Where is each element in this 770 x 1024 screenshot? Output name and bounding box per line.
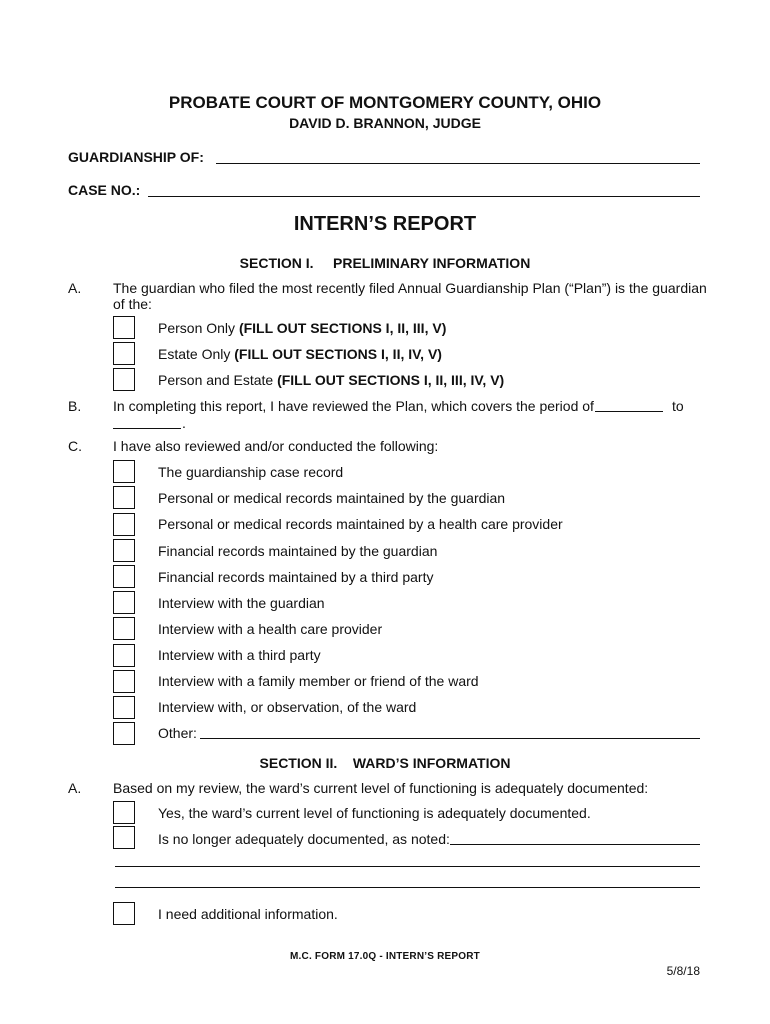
option-provider-medical-records: Personal or medical records maintained by a health care provider — [158, 516, 563, 532]
option-interview-family: Interview with a family member or friend of the ward — [158, 673, 479, 689]
option-case-record: The guardianship case record — [158, 464, 344, 480]
checkbox-case-record[interactable] — [113, 460, 135, 483]
period-start-field[interactable] — [595, 411, 663, 412]
option-need-information: I need additional information. — [158, 906, 338, 922]
judge-name: DAVID D. BRANNON, JUDGE — [289, 115, 481, 131]
guardianship-field[interactable] — [216, 163, 700, 164]
option-interview-ward: Interview with, or observation, of the ward — [158, 699, 417, 715]
checkbox-interview-family[interactable] — [113, 670, 135, 693]
checkbox-adequately-documented[interactable] — [113, 801, 135, 824]
option-interview-provider: Interview with a health care provider — [158, 621, 383, 637]
checkbox-interview-provider[interactable] — [113, 617, 135, 640]
item-b-text: In completing this report, I have reviewed the Plan, which covers the period of — [113, 398, 594, 414]
case-number-label: CASE NO.: — [68, 182, 141, 198]
option-other: Other: — [158, 725, 197, 741]
checkbox-guardian-financial-records[interactable] — [113, 539, 135, 562]
section-2-item-a-letter: A. — [68, 780, 82, 796]
checkbox-other[interactable] — [113, 722, 135, 745]
checkbox-need-information[interactable] — [113, 902, 135, 925]
checkbox-not-adequately-documented[interactable] — [113, 826, 135, 849]
case-number-field[interactable] — [148, 196, 700, 197]
checkbox-person-and-estate[interactable] — [113, 368, 135, 391]
checkbox-estate-only[interactable] — [113, 342, 135, 365]
option-not-adequately-documented: Is no longer adequately documented, as noted: — [158, 831, 450, 847]
documentation-note-line-3[interactable] — [115, 887, 700, 888]
guardianship-label: GUARDIANSHIP OF: — [68, 149, 204, 165]
item-b-letter: B. — [68, 398, 82, 414]
item-c-letter: C. — [68, 438, 82, 454]
option-adequately-documented: Yes, the ward’s current level of functioning is adequately documented. — [158, 805, 591, 821]
item-a-text-line2: of the: — [113, 296, 152, 312]
checkbox-third-party-financial-records[interactable] — [113, 565, 135, 588]
option-estate-only: Estate Only (FILL OUT SECTIONS I, II, IV, V) — [158, 346, 442, 362]
other-field[interactable] — [200, 738, 700, 739]
section-2-item-a-text: Based on my review, the ward’s current level of functioning is adequately documented: — [113, 780, 649, 796]
checkbox-guardian-medical-records[interactable] — [113, 486, 135, 509]
form-footer: M.C. FORM 17.0Q - INTERN’S REPORT — [290, 951, 480, 962]
report-title: INTERN’S REPORT — [293, 213, 477, 235]
section-1-heading: SECTION I. PRELIMINARY INFORMATION — [239, 255, 531, 271]
checkbox-provider-medical-records[interactable] — [113, 513, 135, 536]
item-c-text: I have also reviewed and/or conducted the following: — [113, 438, 439, 454]
option-guardian-medical-records: Personal or medical records maintained by the guardian — [158, 490, 506, 506]
checkbox-interview-third-party[interactable] — [113, 644, 135, 667]
section-2-heading: SECTION II. WARD’S INFORMATION — [259, 755, 511, 771]
item-a-letter: A. — [68, 280, 82, 296]
item-b-period: . — [182, 415, 186, 431]
checkbox-interview-ward[interactable] — [113, 696, 135, 719]
court-name: PROBATE COURT OF MONTGOMERY COUNTY, OHIO — [168, 93, 602, 112]
item-a-text-line1: The guardian who filed the most recently filed Annual Guardianship Plan (“Plan”) is the guardian — [113, 280, 707, 296]
form-date: 5/8/18 — [666, 964, 700, 978]
option-interview-guardian: Interview with the guardian — [158, 595, 325, 611]
option-person-only: Person Only (FILL OUT SECTIONS I, II, III, V) — [158, 320, 447, 336]
documentation-note-line-2[interactable] — [115, 866, 700, 867]
checkbox-interview-guardian[interactable] — [113, 591, 135, 614]
option-person-and-estate: Person and Estate (FILL OUT SECTIONS I, II, III, IV, V) — [158, 372, 505, 388]
checkbox-person-only[interactable] — [113, 316, 135, 339]
option-guardian-financial-records: Financial records maintained by the guardian — [158, 543, 438, 559]
option-interview-third-party: Interview with a third party — [158, 647, 321, 663]
period-end-field[interactable] — [113, 428, 181, 429]
documentation-note-field[interactable] — [450, 844, 700, 845]
option-third-party-financial-records: Financial records maintained by a third party — [158, 569, 434, 585]
item-b-to: to — [672, 398, 684, 414]
